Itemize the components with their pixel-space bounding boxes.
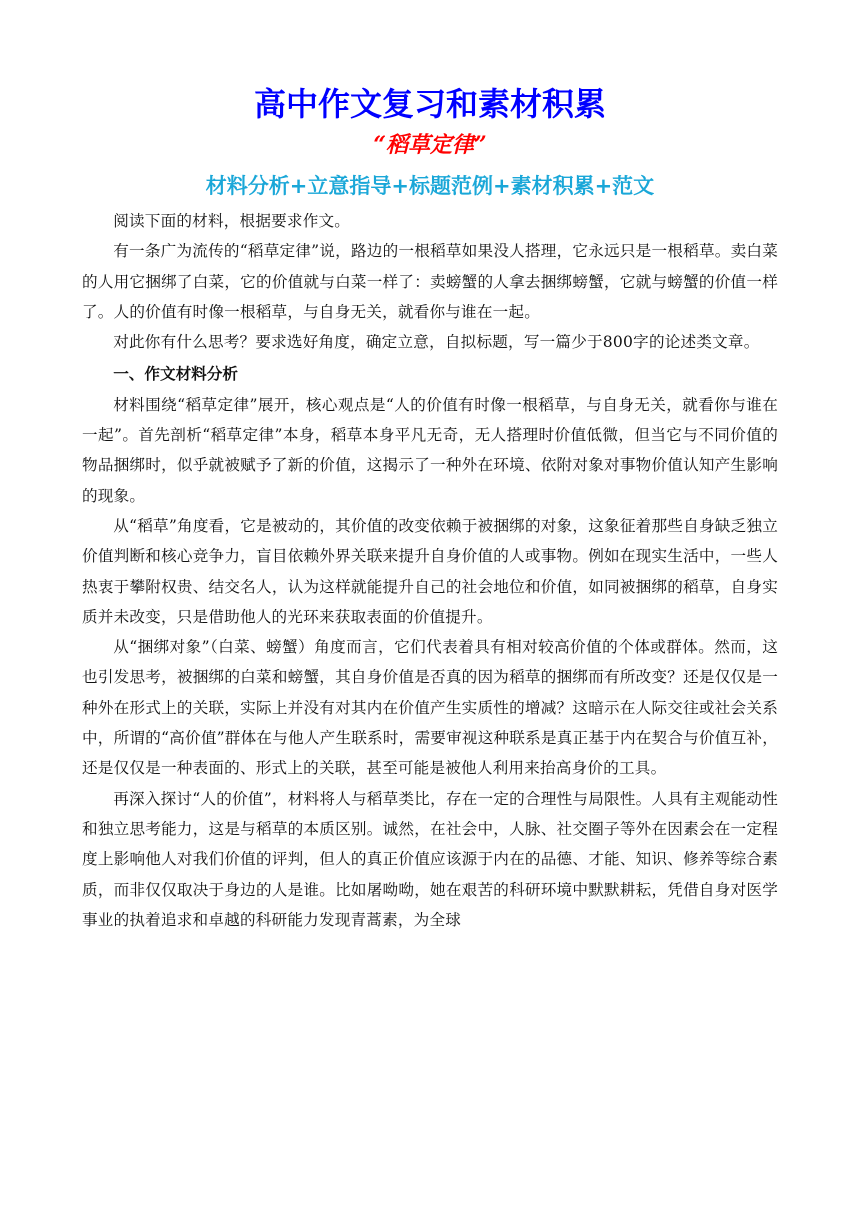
document-title: 高中作文复习和素材积累 [253,85,606,123]
analysis-paragraph: 材料围绕“稻草定律”展开，核心观点是“人的价值有时像一根稻草，与自身无关，就看你与谁在一起”。首先剖析“稻草定律”本身，稻草本身平凡无奇，无人搭理时价值低微，但当它与不同价值的物品捆绑时，似乎就被赋予了新的价值，这揭示了一种外在环境、依附对象对事物价值认知产生影响的现象。 [82,395,778,505]
analysis-paragraph: 从“稻草”角度看，它是被动的，其价值的改变依赖于被捆绑的对象，这象征着那些自身缺乏独立价值判断和核心竞争力，盲目依赖外界关联来提升自身价值的人或事物。例如在现实生活中，一些人热衷于攀附权贵、结交名人，认为这样就能提升自己的社会地位和价值，如同被捆绑的稻草，自身实质并未改变，只是借助他人的光环来获取表面的价值提升。 [82,516,778,626]
analysis-paragraph: 从“捆绑对象”（白菜、螃蟹）角度而言，它们代表着具有相对较高价值的个体或群体。然而，这也引发思考，被捆绑的白菜和螃蟹，其自身价值是否真的因为稻草的捆绑而有所改变？还是仅仅是一种外在形式上的关联，实际上并没有对其内在价值产生实质性的增减？这暗示在人际交往或社会关系中，所谓的“高价值”群体在与他人产生联系时，需要审视这种联系是真正基于内在契合与价值互补，还是仅仅是一种表面的、形式上的关联，甚至可能是被他人利用来抬高身价的工具。 [82,638,778,778]
analysis-paragraph: 再深入探讨“人的价值”，材料将人与稻草类比，存在一定的合理性与局限性。人具有主观能动性和独立思考能力，这是与稻草的本质区别。诚然，在社会中，人脉、社交圈子等外在因素会在一定程度上影响他人对我们价值的评判，但人的真正价值应该源于内在的品德、才能、知识、修养等综合素质，而非仅仅取决于身边的人是谁。比如屠呦呦，她在艰苦的科研环境中默默耕耘，凭借自身对医学事业的执着追求和卓越的科研能力发现青蒿素，为全球 [82,789,778,929]
document-subtitle: “稻草定律” [373,132,487,158]
material-paragraph: 有一条广为流传的“稻草定律”说，路边的一根稻草如果没人搭理，它永远只是一根稻草。卖白菜的人用它捆绑了白菜，它的价值就与白菜一样了：卖螃蟹的人拿去捆绑螃蟹，它就与螃蟹的价值一样了。人的价值有时像一根稻草，与自身无关，就看你与谁在一起。 [82,242,778,321]
requirement-paragraph: 对此你有什么思考？要求选好角度，确定立意，自拟标题，写一篇少于800字的论述类文章。 [113,333,760,352]
document-topics: 材料分析+立意指导+标题范例+素材积累+范文 [205,174,655,198]
prompt-intro: 阅读下面的材料，根据要求作文。 [113,212,351,230]
section-heading-analysis: 一、作文材料分析 [113,365,238,384]
